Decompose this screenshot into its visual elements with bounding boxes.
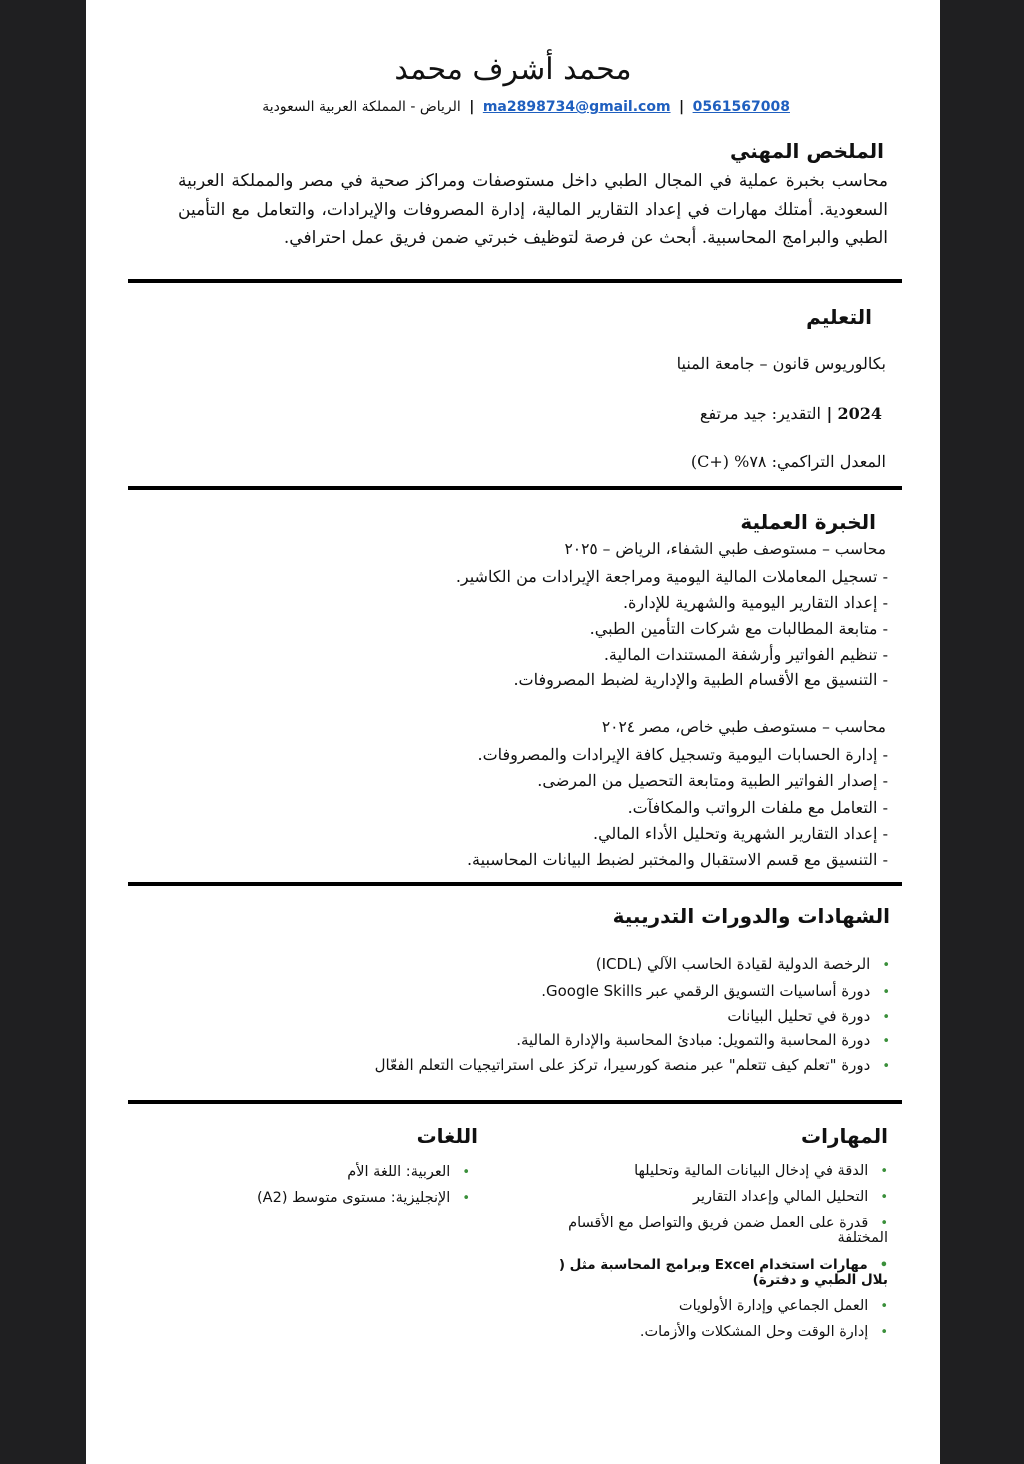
experience-heading: الخبرة العملية: [740, 510, 876, 534]
skill-item: •إدارة الوقت وحل المشكلات والأزمات.: [639, 1324, 888, 1340]
contact-line: [262, 99, 790, 115]
education-heading: التعليم: [806, 305, 872, 329]
resume-page: [86, 0, 940, 1464]
bullet-icon: •: [882, 1059, 890, 1074]
job-title: محاسب – مستوصف طبي خاص، مصر ٢٠٢٤: [601, 718, 886, 736]
certifications-heading: الشهادات والدورات التدريبية: [612, 904, 890, 928]
right-dark-margin: [940, 0, 1024, 1464]
bullet-icon: •: [879, 1258, 888, 1273]
email-link[interactable]: ma2898734@gmail.com: [482, 99, 671, 115]
job-duty: - إعداد التقارير اليومية والشهرية للإدارة.: [622, 593, 888, 612]
education-year-grade: 2024 | التقدير: جيد مرتفع: [699, 404, 882, 423]
location-text: الرياض - المملكة العربية السعودية: [262, 99, 461, 115]
bullet-icon: •: [880, 1164, 888, 1179]
languages-heading: اللغات: [416, 1124, 478, 1148]
phone-link[interactable]: 0561567008: [692, 99, 790, 115]
job-duty: - إعداد التقارير الشهرية وتحليل الأداء المالي.: [593, 824, 888, 843]
certification-item: •دورة أساسيات التسويق الرقمي عبر Google Skills.: [541, 982, 890, 1000]
section-divider: [128, 486, 902, 490]
job-duty: - التعامل مع ملفات الرواتب والمكافآت.: [627, 798, 888, 817]
left-dark-margin: [0, 0, 86, 1464]
job-duty: - إصدار الفواتير الطبية ومتابعة التحصيل من المرضى.: [537, 771, 888, 790]
summary-text: محاسب بخبرة عملية في المجال الطبي داخل مستوصفات ومراكز صحية في مصر والمملكة العربية السعودية. أمتلك مهارات في إعداد التقارير المالية، إدارة المصروفات والإيرادات، والتعامل مع التأمين الطبي والبرامج المحاسبية. أبحث عن فرصة لتوظيف خبرتي ضمن فريق عمل احترافي.: [178, 171, 888, 248]
job-duty: - متابعة المطالبات مع شركات التأمين الطبي.: [589, 619, 888, 638]
summary-heading: الملخص المهني: [730, 139, 884, 163]
bullet-icon: •: [882, 1010, 890, 1025]
bullet-icon: •: [880, 1325, 888, 1340]
job-title: محاسب – مستوصف طبي الشفاء، الرياض – ٢٠٢٥: [564, 540, 886, 558]
certification-item: •دورة "تعلم كيف تتعلم" عبر منصة كورسيرا، تركز على استراتيجيات التعلم الفعّال: [374, 1056, 890, 1074]
job-duty: - تنظيم الفواتير وأرشفة المستندات المالية.: [603, 645, 888, 664]
bullet-icon: •: [882, 1034, 890, 1049]
education-gpa: المعدل التراكمي: ٧٨% (+C): [690, 452, 886, 471]
bullet-icon: •: [882, 958, 890, 973]
education-year: 2024: [837, 404, 882, 423]
certification-item: •دورة المحاسبة والتمويل: مبادئ المحاسبة والإدارة المالية.: [516, 1031, 890, 1049]
job-duty: - إدارة الحسابات اليومية وتسجيل كافة الإيرادات والمصروفات.: [477, 745, 888, 764]
bullet-icon: •: [462, 1165, 470, 1180]
bullet-icon: •: [880, 1216, 888, 1231]
job-duty: - التنسيق مع الأقسام الطبية والإدارية لضبط المصروفات.: [513, 670, 888, 689]
section-divider: [128, 279, 902, 283]
language-item: •الإنجليزية: مستوى متوسط (A2): [256, 1190, 470, 1206]
separator: |: [469, 99, 475, 115]
skill-item: •التحليل المالي وإعداد التقارير: [693, 1189, 888, 1205]
language-item: •العربية: اللغة الأم: [347, 1164, 470, 1180]
section-divider: [128, 1100, 902, 1104]
skill-item: •قدرة على العمل ضمن فريق والتواصل مع الأقسام المختلفة: [568, 1215, 888, 1246]
bullet-icon: •: [880, 1190, 888, 1205]
education-grade: التقدير: جيد مرتفع: [699, 404, 821, 423]
section-divider: [128, 882, 902, 886]
skill-item: •مهارات استخدام Excel وبرامج المحاسبة مثل ( بلال الطبي و دفترة): [558, 1257, 888, 1288]
certification-item: •دورة في تحليل البيانات: [727, 1007, 890, 1025]
skills-heading: المهارات: [801, 1124, 888, 1148]
skill-item: •العمل الجماعي وإدارة الأولويات: [678, 1298, 888, 1314]
skill-item: •الدقة في إدخال البيانات المالية وتحليلها: [634, 1163, 888, 1179]
bullet-icon: •: [462, 1191, 470, 1206]
bullet-icon: •: [882, 985, 890, 1000]
bullet-icon: •: [880, 1299, 888, 1314]
education-degree: بكالوريوس قانون – جامعة المنيا: [676, 354, 886, 373]
job-duty: - تسجيل المعاملات المالية اليومية ومراجعة الإيرادات من الكاشير.: [455, 567, 888, 586]
certification-item: •الرخصة الدولية لقيادة الحاسب الآلي (ICDL): [595, 955, 890, 973]
separator: |: [679, 99, 685, 115]
job-duty: - التنسيق مع قسم الاستقبال والمختبر لضبط البيانات المحاسبية.: [466, 850, 888, 869]
candidate-name: محمد أشرف محمد: [394, 52, 632, 87]
